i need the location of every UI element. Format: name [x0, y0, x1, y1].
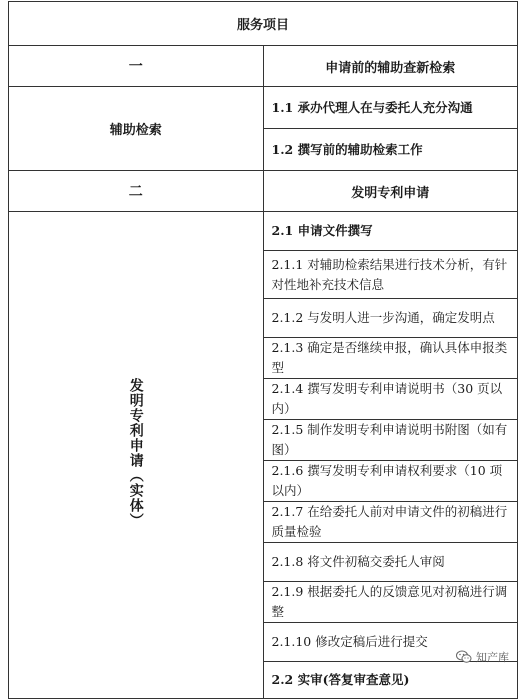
item-cell: 2.1.10 修改定稿后进行提交	[263, 623, 518, 662]
item-cell: 2.1.2 与发明人进一步沟通，确定发明点	[263, 299, 518, 338]
category-vertical-label: 发明专利申请（实体）	[127, 378, 144, 528]
watermark	[456, 649, 509, 665]
category-cell: 辅助检索	[9, 87, 264, 171]
table-row	[9, 212, 518, 251]
item-cell: 2.1.5 制作发明专利申请说明书附图（如有图）	[263, 420, 518, 461]
table-row	[9, 87, 518, 129]
wechat-icon	[456, 650, 472, 664]
watermark-text: 知产库	[476, 651, 509, 664]
service-table	[8, 1, 518, 699]
item-cell: 2.1.7 在给委托人前对申请文件的初稿进行质量检验	[263, 502, 518, 543]
item-cell: 1.2 撰写前的辅助检索工作	[263, 129, 518, 171]
section-title: 发明专利申请	[263, 171, 518, 212]
item-cell: 2.2 实审(答复审查意见)	[263, 662, 518, 699]
category-cell	[9, 212, 264, 699]
section-number: 一	[9, 46, 264, 87]
item-cell: 2.1.4 撰写发明专利申请说明书（30 页以内）	[263, 379, 518, 420]
section-number: 二	[9, 171, 264, 212]
item-cell: 2.1 申请文件撰写	[263, 212, 518, 251]
item-cell: 2.1.1 对辅助检索结果进行技术分析，有针对性地补充技术信息	[263, 251, 518, 299]
item-cell: 2.1.3 确定是否继续申报，确认具体申报类型	[263, 338, 518, 379]
item-cell: 2.1.6 撰写发明专利申请权利要求（10 项以内）	[263, 461, 518, 502]
section-row	[9, 46, 518, 87]
table-header-row	[9, 2, 518, 46]
item-cell: 2.1.9 根据委托人的反馈意见对初稿进行调整	[263, 582, 518, 623]
item-cell: 2.1.8 将文件初稿交委托人审阅	[263, 543, 518, 582]
table-header: 服务项目	[9, 2, 518, 46]
section-title: 申请前的辅助查新检索	[263, 46, 518, 87]
section-row	[9, 171, 518, 212]
item-cell: 1.1 承办代理人在与委托人充分沟通	[263, 87, 518, 129]
